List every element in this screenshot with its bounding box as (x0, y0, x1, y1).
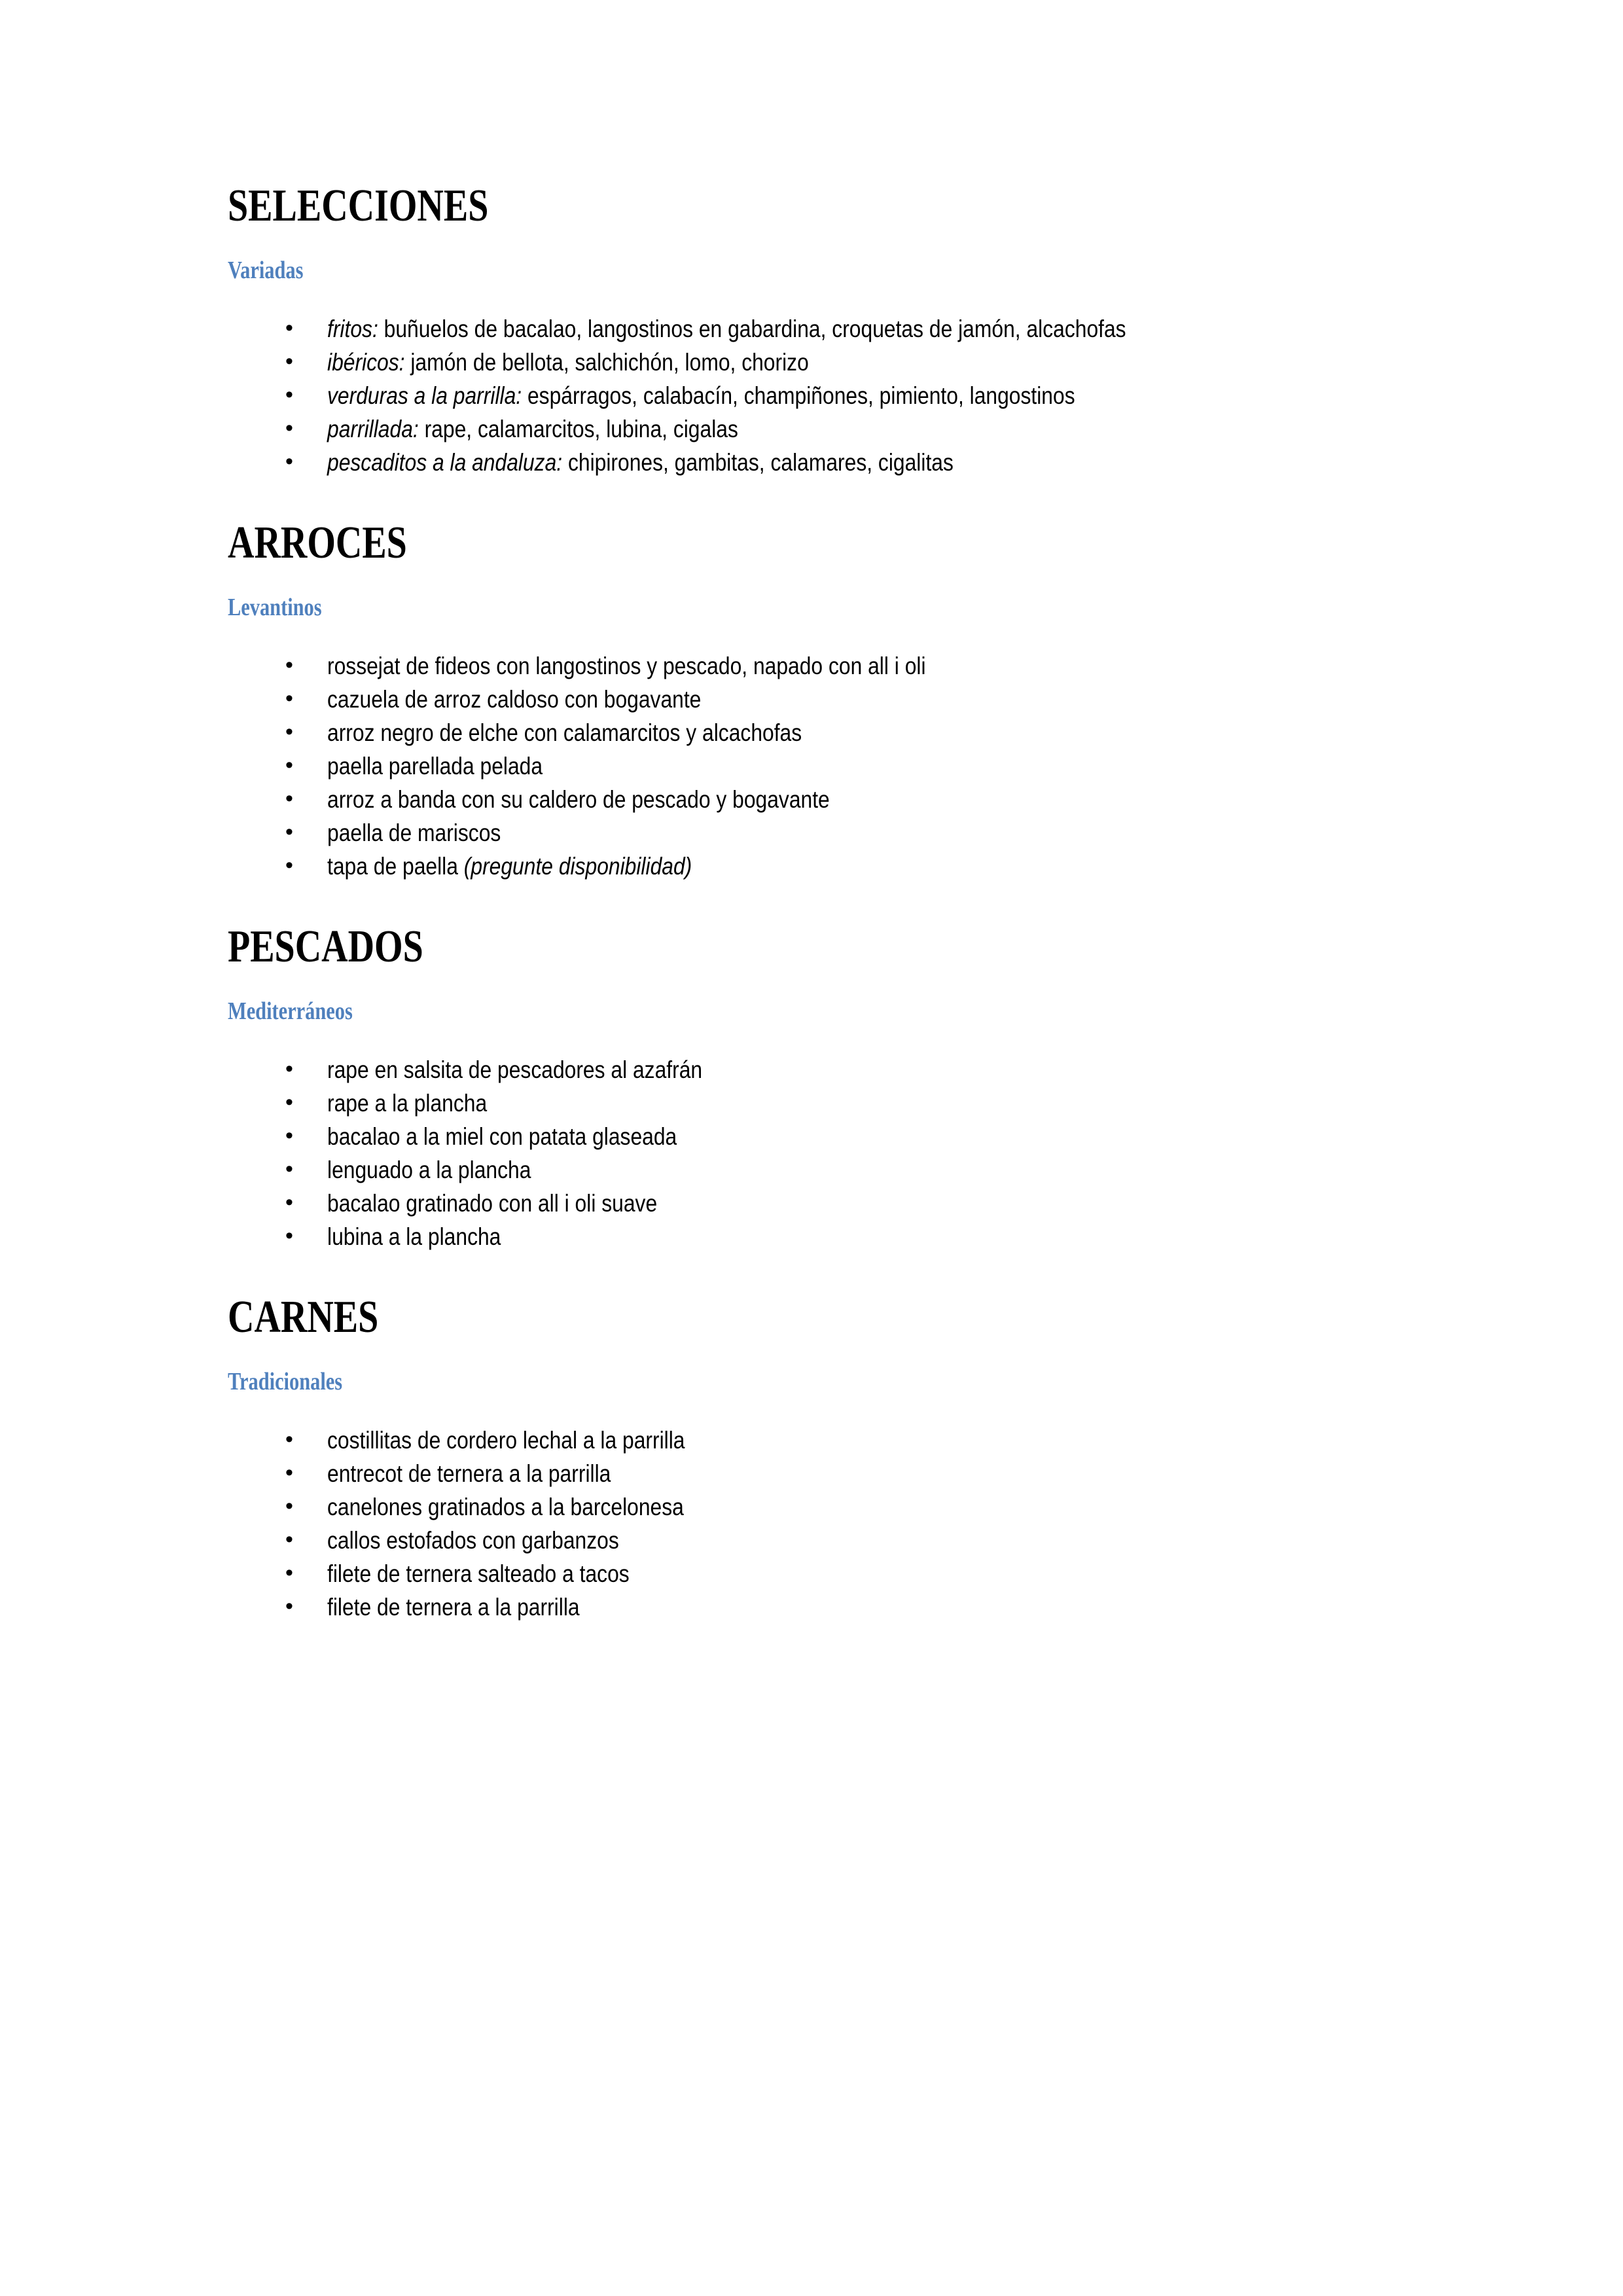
section-pescados (228, 924, 1400, 1249)
spacer (228, 1340, 1400, 1369)
item-rest: rape a la plancha (327, 1090, 488, 1117)
list-item (228, 1528, 1400, 1552)
section-title: SELECCIONES (228, 181, 489, 231)
menu-item-list (228, 654, 1400, 878)
spacer (228, 283, 1400, 317)
list-item (228, 821, 1400, 845)
section-title: PESCADOS (228, 922, 423, 972)
item-lead: ibéricos: (327, 349, 405, 376)
item-rest: tapa de paella (327, 853, 464, 880)
menu-item-list (228, 1428, 1400, 1619)
section-title: CARNES (228, 1292, 379, 1342)
item-rest: chipirones, gambitas, calamares, cigalitas (562, 449, 954, 476)
list-item (228, 1495, 1400, 1519)
item-rest: lenguado a la plancha (327, 1157, 531, 1183)
item-rest: filete de ternera a la parrilla (327, 1594, 580, 1621)
item-rest: arroz a banda con su caldero de pescado y bogavante (327, 786, 830, 813)
item-rest: lubina a la plancha (327, 1223, 501, 1250)
list-item (228, 1562, 1400, 1586)
list-item (228, 1462, 1400, 1486)
item-lead: verduras a la parrilla: (327, 382, 522, 409)
item-lead: fritos: (327, 315, 378, 342)
section-carnes (228, 1292, 1400, 1621)
item-rest: rape, calamarcitos, lubina, cigalas (418, 416, 738, 442)
spacer (228, 1258, 1400, 1295)
item-rest: bacalao gratinado con all i oli suave (327, 1190, 658, 1217)
list-item (228, 450, 1400, 475)
list-item (228, 1124, 1400, 1149)
section-title: ARROCES (228, 518, 407, 568)
list-item (228, 1158, 1400, 1182)
item-rest: canelones gratinados a la barcelonesa (327, 1494, 684, 1520)
section-arroces (228, 520, 1400, 878)
item-rest: callos estofados con garbanzos (327, 1527, 619, 1554)
item-rest: costillitas de cordero lechal a la parrilla (327, 1427, 685, 1454)
item-rest: jamón de bellota, salchichón, lomo, chorizo (404, 349, 809, 376)
item-rest: paella parellada pelada (327, 753, 543, 780)
list-item (228, 1058, 1400, 1082)
spacer (228, 484, 1400, 520)
spacer (228, 970, 1400, 999)
list-item (228, 754, 1400, 778)
list-item (228, 654, 1400, 678)
list-item (228, 1595, 1400, 1619)
item-rest: bacalao a la miel con patata glaseada (327, 1123, 677, 1150)
item-rest: rape en salsita de pescadores al azafrán (327, 1056, 703, 1083)
list-item (228, 1225, 1400, 1249)
list-item (228, 1191, 1400, 1215)
section-subtitle: Levantinos (228, 594, 322, 621)
item-trail: (pregunte disponibilidad) (463, 853, 692, 880)
item-rest: arroz negro de elche con calamarcitos y alcachofas (327, 719, 802, 746)
spacer (228, 1024, 1400, 1058)
item-lead: pescaditos a la andaluza: (327, 449, 563, 476)
section-subtitle: Variadas (228, 257, 304, 284)
item-rest: entrecot de ternera a la parrilla (327, 1460, 611, 1487)
list-item (228, 721, 1400, 745)
item-rest: rossejat de fideos con langostinos y pescado, napado con all i oli (327, 653, 926, 679)
spacer (228, 888, 1400, 924)
item-rest: cazuela de arroz caldoso con bogavante (327, 686, 702, 713)
list-item (228, 384, 1400, 408)
section-subtitle: Tradicionales (228, 1368, 343, 1395)
item-rest: buñuelos de bacalao, langostinos en gabardina, croquetas de jamón, alcachofas (378, 315, 1126, 342)
menu-item-list (228, 1058, 1400, 1249)
list-item (228, 417, 1400, 441)
list-item (228, 854, 1400, 878)
menu-item-list (228, 317, 1400, 475)
section-selecciones (228, 183, 1400, 475)
list-item (228, 350, 1400, 374)
spacer (228, 620, 1400, 654)
list-item (228, 1091, 1400, 1115)
item-rest: paella de mariscos (327, 819, 501, 846)
section-subtitle: Mediterráneos (228, 997, 353, 1025)
item-rest: espárragos, calabacín, champiñones, pimiento, langostinos (522, 382, 1075, 409)
list-item (228, 687, 1400, 711)
item-rest: filete de ternera salteado a tacos (327, 1560, 630, 1587)
spacer (228, 1394, 1400, 1428)
list-item (228, 317, 1400, 341)
list-item (228, 787, 1400, 812)
item-lead: parrillada: (327, 416, 419, 442)
list-item (228, 1428, 1400, 1452)
spacer (228, 566, 1400, 595)
spacer (228, 229, 1400, 258)
